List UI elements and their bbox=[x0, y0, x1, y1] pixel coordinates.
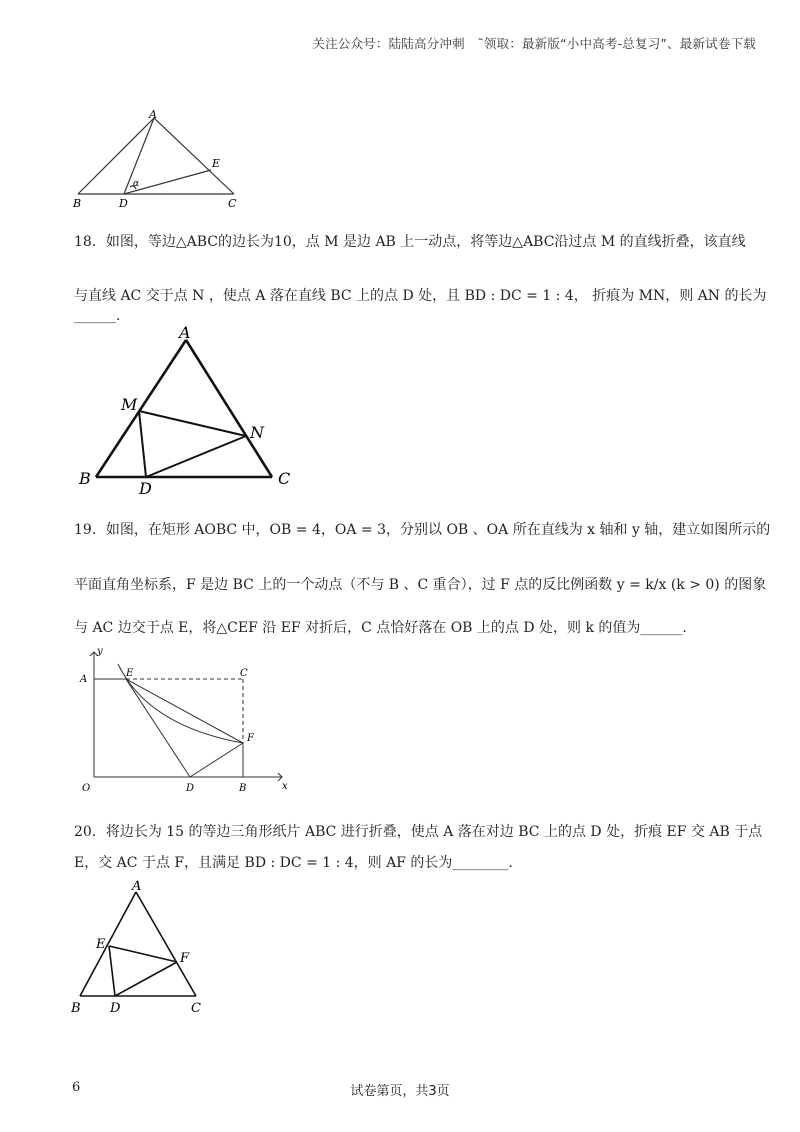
label-A: A bbox=[179, 323, 191, 342]
figure-top-triangle bbox=[70, 108, 270, 218]
label-B: B bbox=[239, 783, 247, 794]
q18-line2: 与直线 AC 交于点 N ，使点 A 落在直线 BC 上的点 D 处，且 BD : DC = 1 : 4， 折痕为 MN，则 AN 的长为______. bbox=[74, 288, 767, 324]
q20-line2: E，交 AC 于点 F，且满足 BD : DC = 1 : 4，则 AF 的长为________. bbox=[74, 855, 513, 871]
q19-line3: 与 AC 边交于点 E，将△CEF 沿 EF 对折后，C 点恰好落在 OB 上的点 D 处，则 k 的值为______. bbox=[74, 620, 687, 636]
q19-line2b: F 是边 BC 上的一个动点（不与 B 、C 重合），过 F 点的反比例函数 y = k/x (k > 0) 的图象 bbox=[186, 577, 767, 593]
label-C: C bbox=[278, 469, 291, 488]
label-A: A bbox=[80, 674, 88, 685]
q20-line1: 20．将边长为 15 的等边三角形纸片 ABC 进行折叠，使点 A 落在对边 BC 上的点 D 处，折痕 EF 交 AB 于点 bbox=[74, 824, 763, 840]
label-N: N bbox=[250, 423, 264, 442]
label-E: E bbox=[126, 668, 134, 679]
label-D: D bbox=[110, 1001, 121, 1016]
label-B: B bbox=[71, 1001, 81, 1016]
figure-q18 bbox=[76, 322, 306, 498]
label-C: C bbox=[240, 668, 248, 679]
label-A: A bbox=[132, 879, 142, 894]
figure-q19 bbox=[70, 642, 310, 802]
page-header: 关注公众号：陆陆高分冲刺 ˜领取：最新版“小中高考-总复习”、最新试卷下载 bbox=[312, 36, 756, 51]
label-B: B bbox=[79, 469, 91, 488]
q19-line1: 19．如图，在矩形 AOBC 中，OB = 4，OA = 3，分别以 OB 、OA 所在直线为 x 轴和 y 轴，建立如图所示的 bbox=[74, 522, 771, 538]
label-F: F bbox=[247, 733, 254, 744]
label-alpha: α bbox=[133, 179, 140, 189]
q19-line2a: 平面直角坐标系， bbox=[74, 577, 186, 593]
label-x: x bbox=[282, 781, 288, 792]
q18-line1: 18．如图，等边△ABC的边长为10，点 M 是边 AB 上一动点，将等边△ABC沿过点 M 的直线折叠，该直线 bbox=[74, 234, 746, 250]
label-A: A bbox=[149, 108, 157, 121]
label-E: E bbox=[96, 937, 106, 952]
page-footer: 试卷第页，共3页 bbox=[350, 1084, 450, 1099]
label-M: M bbox=[121, 395, 138, 414]
label-O: O bbox=[82, 783, 91, 794]
label-F: F bbox=[180, 951, 190, 966]
label-D: D bbox=[119, 197, 128, 210]
label-B: B bbox=[73, 197, 82, 210]
label-C: C bbox=[228, 197, 237, 210]
label-C: C bbox=[191, 1001, 201, 1016]
page-number: 6 bbox=[72, 1080, 81, 1095]
label-D: D bbox=[186, 783, 195, 794]
q19-line2 bbox=[74, 575, 766, 595]
label-E: E bbox=[212, 157, 221, 170]
label-D: D bbox=[139, 479, 152, 498]
figure-q20 bbox=[66, 880, 236, 1020]
label-y: y bbox=[97, 646, 103, 657]
